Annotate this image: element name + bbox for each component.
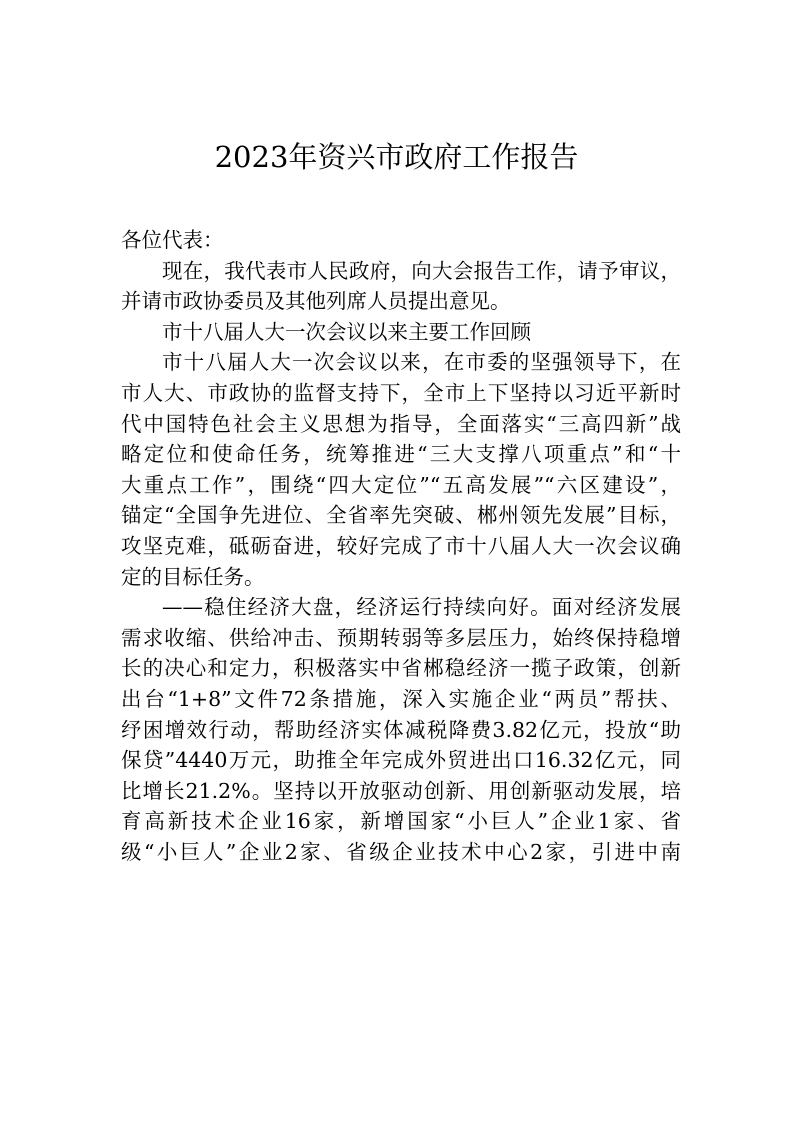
paragraph-line: 定的目标任务。 (121, 564, 265, 589)
paragraph-line: 出台“1+8”文件72条措施，深入实施企业“两员”帮扶、 (121, 686, 681, 711)
paragraph-line: 市人大、市政协的监督支持下，全市上下坚持以习近平新时 (121, 380, 681, 405)
paragraph-line: 大重点工作”，围绕“四大定位”“五高发展”“六区建设”， (121, 472, 681, 497)
paragraph-line: 长的决心和定力，积极落实中省郴稳经济一揽子政策，创新 (121, 656, 681, 681)
document-body (121, 225, 681, 867)
paragraph-line: 纾困增效行动，帮助经济实体减税降费3.82亿元，投放“助 (121, 717, 681, 742)
paragraph-line: 并请市政协委员及其他列席人员提出意见。 (121, 289, 511, 314)
section-heading: 市十八届人大一次会议以来主要工作回顾 (162, 319, 531, 344)
paragraph-line: 锚定“全国争先进位、全省率先突破、郴州领先发展”目标， (121, 503, 681, 528)
paragraph-line: 保贷”4440万元，助推全年完成外贸进出口16.32亿元，同 (121, 748, 681, 773)
paragraph-line: 需求收缩、供给冲击、预期转弱等多层压力，始终保持稳增 (121, 625, 681, 650)
salutation-line: 各位代表： (121, 228, 224, 252)
document-title: 2023年资兴市政府工作报告 (214, 140, 579, 174)
paragraph-line: ——稳住经济大盘，经济运行持续向好。面对经济发展 (162, 595, 681, 620)
paragraph-line: 比增长21.2%。坚持以开放驱动创新、用创新驱动发展，培 (121, 778, 681, 803)
paragraph-line: 育高新技术企业16家，新增国家“小巨人”企业1家、省 (121, 809, 681, 834)
paragraph-line: 攻坚克难，砥砺奋进，较好完成了市十八届人大一次会议确 (121, 533, 681, 558)
paragraph-line: 现在，我代表市人民政府，向大会报告工作，请予审议， (162, 258, 681, 283)
paragraph-line: 市十八届人大一次会议以来，在市委的坚强领导下，在 (162, 350, 681, 375)
paragraph-line: 代中国特色社会主义思想为指导，全面落实“三高四新”战 (121, 411, 681, 436)
paragraph-line: 级“小巨人”企业2家、省级企业技术中心2家，引进中南 (121, 839, 681, 864)
paragraph-line: 略定位和使命任务，统筹推进“三大支撑八项重点”和“十 (121, 442, 681, 467)
